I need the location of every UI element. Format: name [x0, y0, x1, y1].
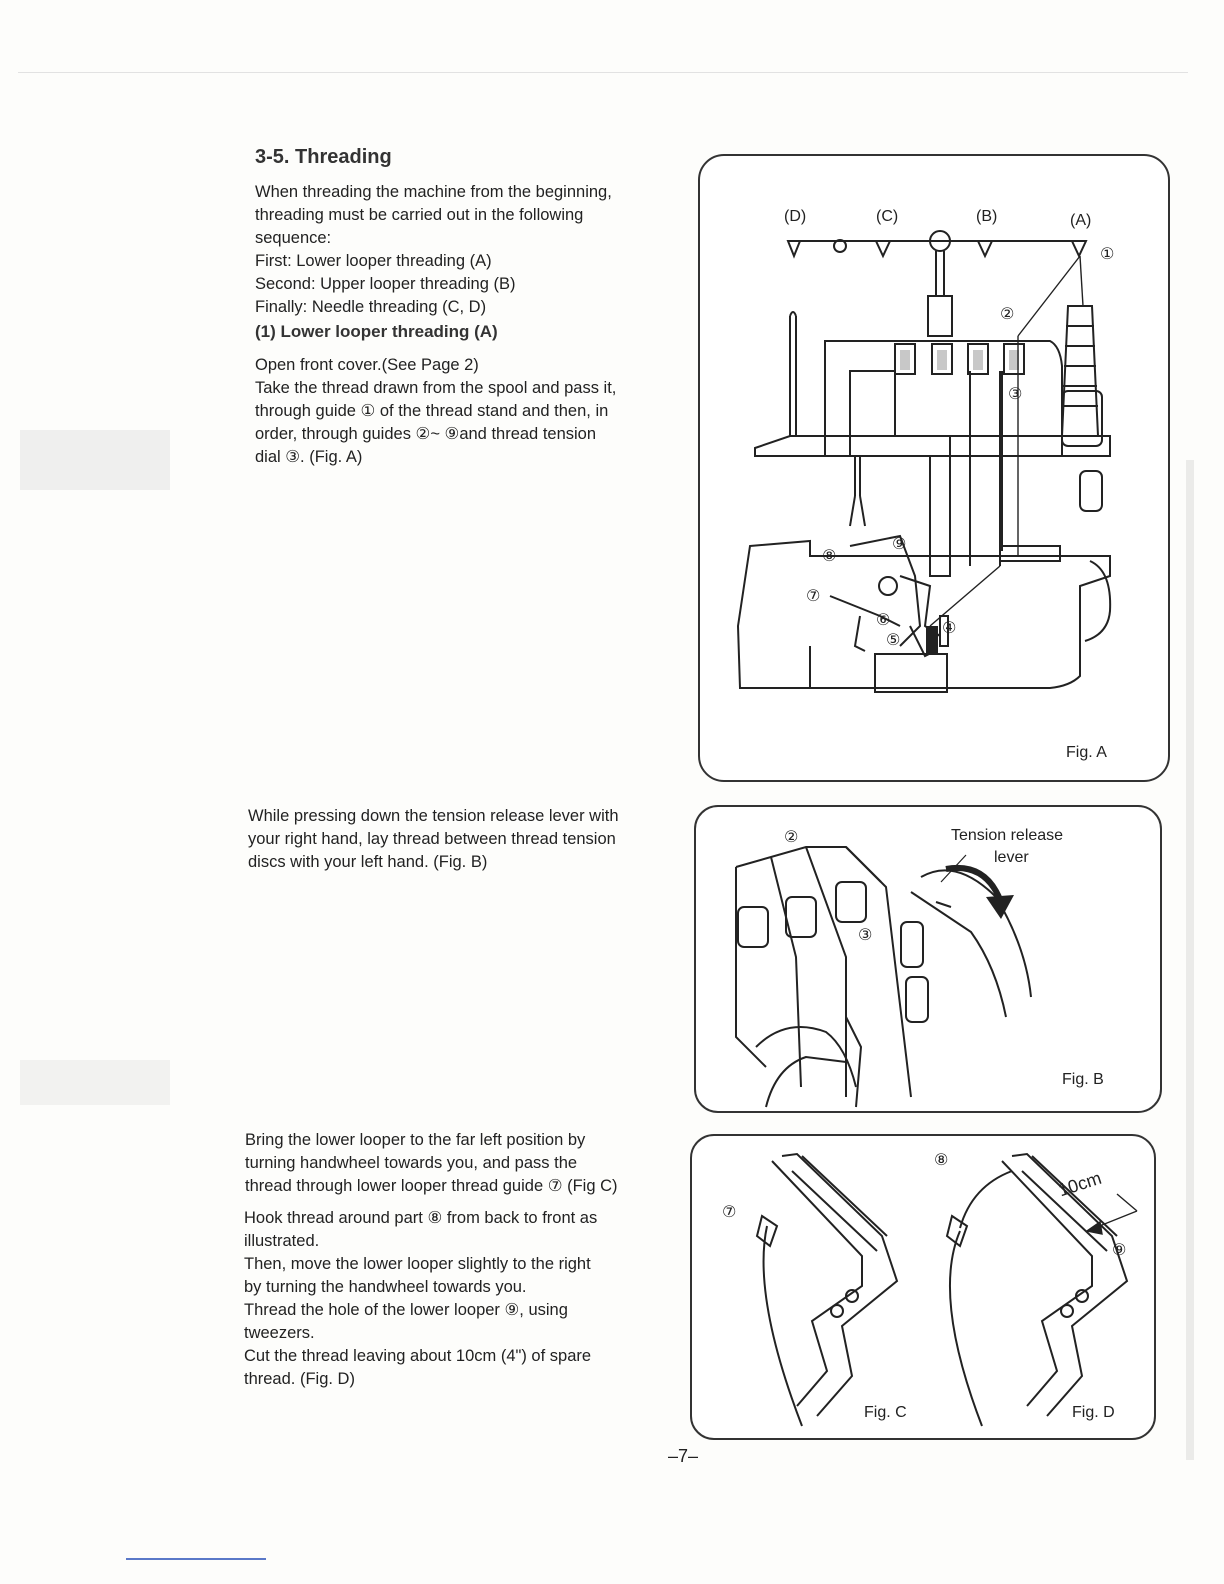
column-label-c: (C)	[876, 208, 899, 225]
section-title: 3-5. Threading	[255, 146, 392, 168]
step1-line: through guide ① of the thread stand and then, in	[255, 402, 609, 420]
column-label-a: (A)	[1070, 212, 1092, 229]
step4-line: illustrated.	[244, 1232, 320, 1250]
lever-label: lever	[994, 849, 1029, 866]
page-number: –7–	[668, 1446, 699, 1466]
callout-3: ③	[858, 927, 873, 944]
step4-line: by turning the handwheel towards you.	[244, 1278, 527, 1296]
bottom-scan-mark	[126, 1558, 266, 1560]
scan-edge	[1186, 460, 1194, 1460]
figure-d-label: Fig. D	[1072, 1404, 1115, 1421]
top-scan-edge	[18, 72, 1188, 73]
figure-b-label: Fig. B	[1062, 1071, 1104, 1088]
step3-paragraph	[245, 1129, 665, 1198]
intro-line: First: Lower looper threading (A)	[255, 252, 492, 270]
figure-b	[694, 805, 1162, 1113]
subsection-title: (1) Lower looper threading (A)	[255, 322, 498, 341]
intro-line: sequence:	[255, 229, 332, 247]
step2-line: your right hand, lay thread between thread tension	[248, 830, 616, 848]
figure-a-label: Fig. A	[1066, 744, 1107, 761]
figure-a	[698, 154, 1170, 782]
step4-paragraph	[244, 1207, 664, 1391]
step2-paragraph	[248, 805, 668, 874]
callout-9: ⑨	[892, 536, 907, 553]
step4-line: Then, move the lower looper slightly to the right	[244, 1255, 591, 1273]
step3-line: turning handwheel towards you, and pass the	[245, 1154, 578, 1172]
step2-line: While pressing down the tension release lever with	[248, 807, 619, 825]
callout-5: ⑤	[886, 632, 901, 649]
figure-cd	[690, 1134, 1156, 1440]
serger-threading-diagram	[700, 156, 1168, 780]
callout-7: ⑦	[722, 1204, 737, 1221]
callout-3: ③	[1008, 386, 1023, 403]
column-label-d: (D)	[784, 208, 807, 225]
column-label-b: (B)	[976, 208, 998, 225]
step3-line: Bring the lower looper to the far left position by	[245, 1131, 586, 1149]
step4-line: Thread the hole of the lower looper ⑨, using	[244, 1301, 568, 1319]
callout-1: ①	[1100, 246, 1115, 263]
figure-c-label: Fig. C	[864, 1404, 907, 1421]
step4-line: tweezers.	[244, 1324, 315, 1342]
callout-8: ⑧	[822, 548, 837, 565]
step4-line: thread. (Fig. D)	[244, 1370, 355, 1388]
step1-line: dial ③. (Fig. A)	[255, 448, 363, 466]
measure-label: 10cm	[1055, 1167, 1104, 1201]
step1-line: order, through guides ②~ ⑨and thread tension	[255, 425, 597, 443]
intro-paragraph	[255, 181, 675, 319]
step2-line: discs with your left hand. (Fig. B)	[248, 853, 488, 871]
step1-line: Take the thread drawn from the spool and pass it,	[255, 379, 617, 397]
step3-line: thread through lower looper thread guide ⑦ (Fig C)	[245, 1177, 618, 1195]
callout-6: ⑥	[876, 612, 891, 629]
callout-2: ②	[1000, 306, 1015, 323]
intro-line: When threading the machine from the beginning,	[255, 183, 612, 201]
step4-line: Cut the thread leaving about 10cm (4") of spare	[244, 1347, 592, 1365]
step1-paragraph	[255, 354, 675, 469]
callout-9: ⑨	[1112, 1242, 1127, 1259]
callout-4: ④	[942, 620, 957, 637]
step4-line: Hook thread around part ⑧ from back to front as	[244, 1209, 598, 1227]
tension-release-diagram	[696, 807, 1160, 1111]
scan-noise	[20, 430, 170, 490]
intro-line: Second: Upper looper threading (B)	[255, 275, 516, 293]
tension-release-label: Tension release	[951, 827, 1064, 844]
callout-2: ②	[784, 829, 799, 846]
scan-noise	[20, 1060, 170, 1105]
intro-line: threading must be carried out in the following	[255, 206, 584, 224]
callout-7: ⑦	[806, 588, 821, 605]
step1-line: Open front cover.(See Page 2)	[255, 356, 479, 374]
intro-line: Finally: Needle threading (C, D)	[255, 298, 487, 316]
callout-8: ⑧	[934, 1152, 949, 1169]
